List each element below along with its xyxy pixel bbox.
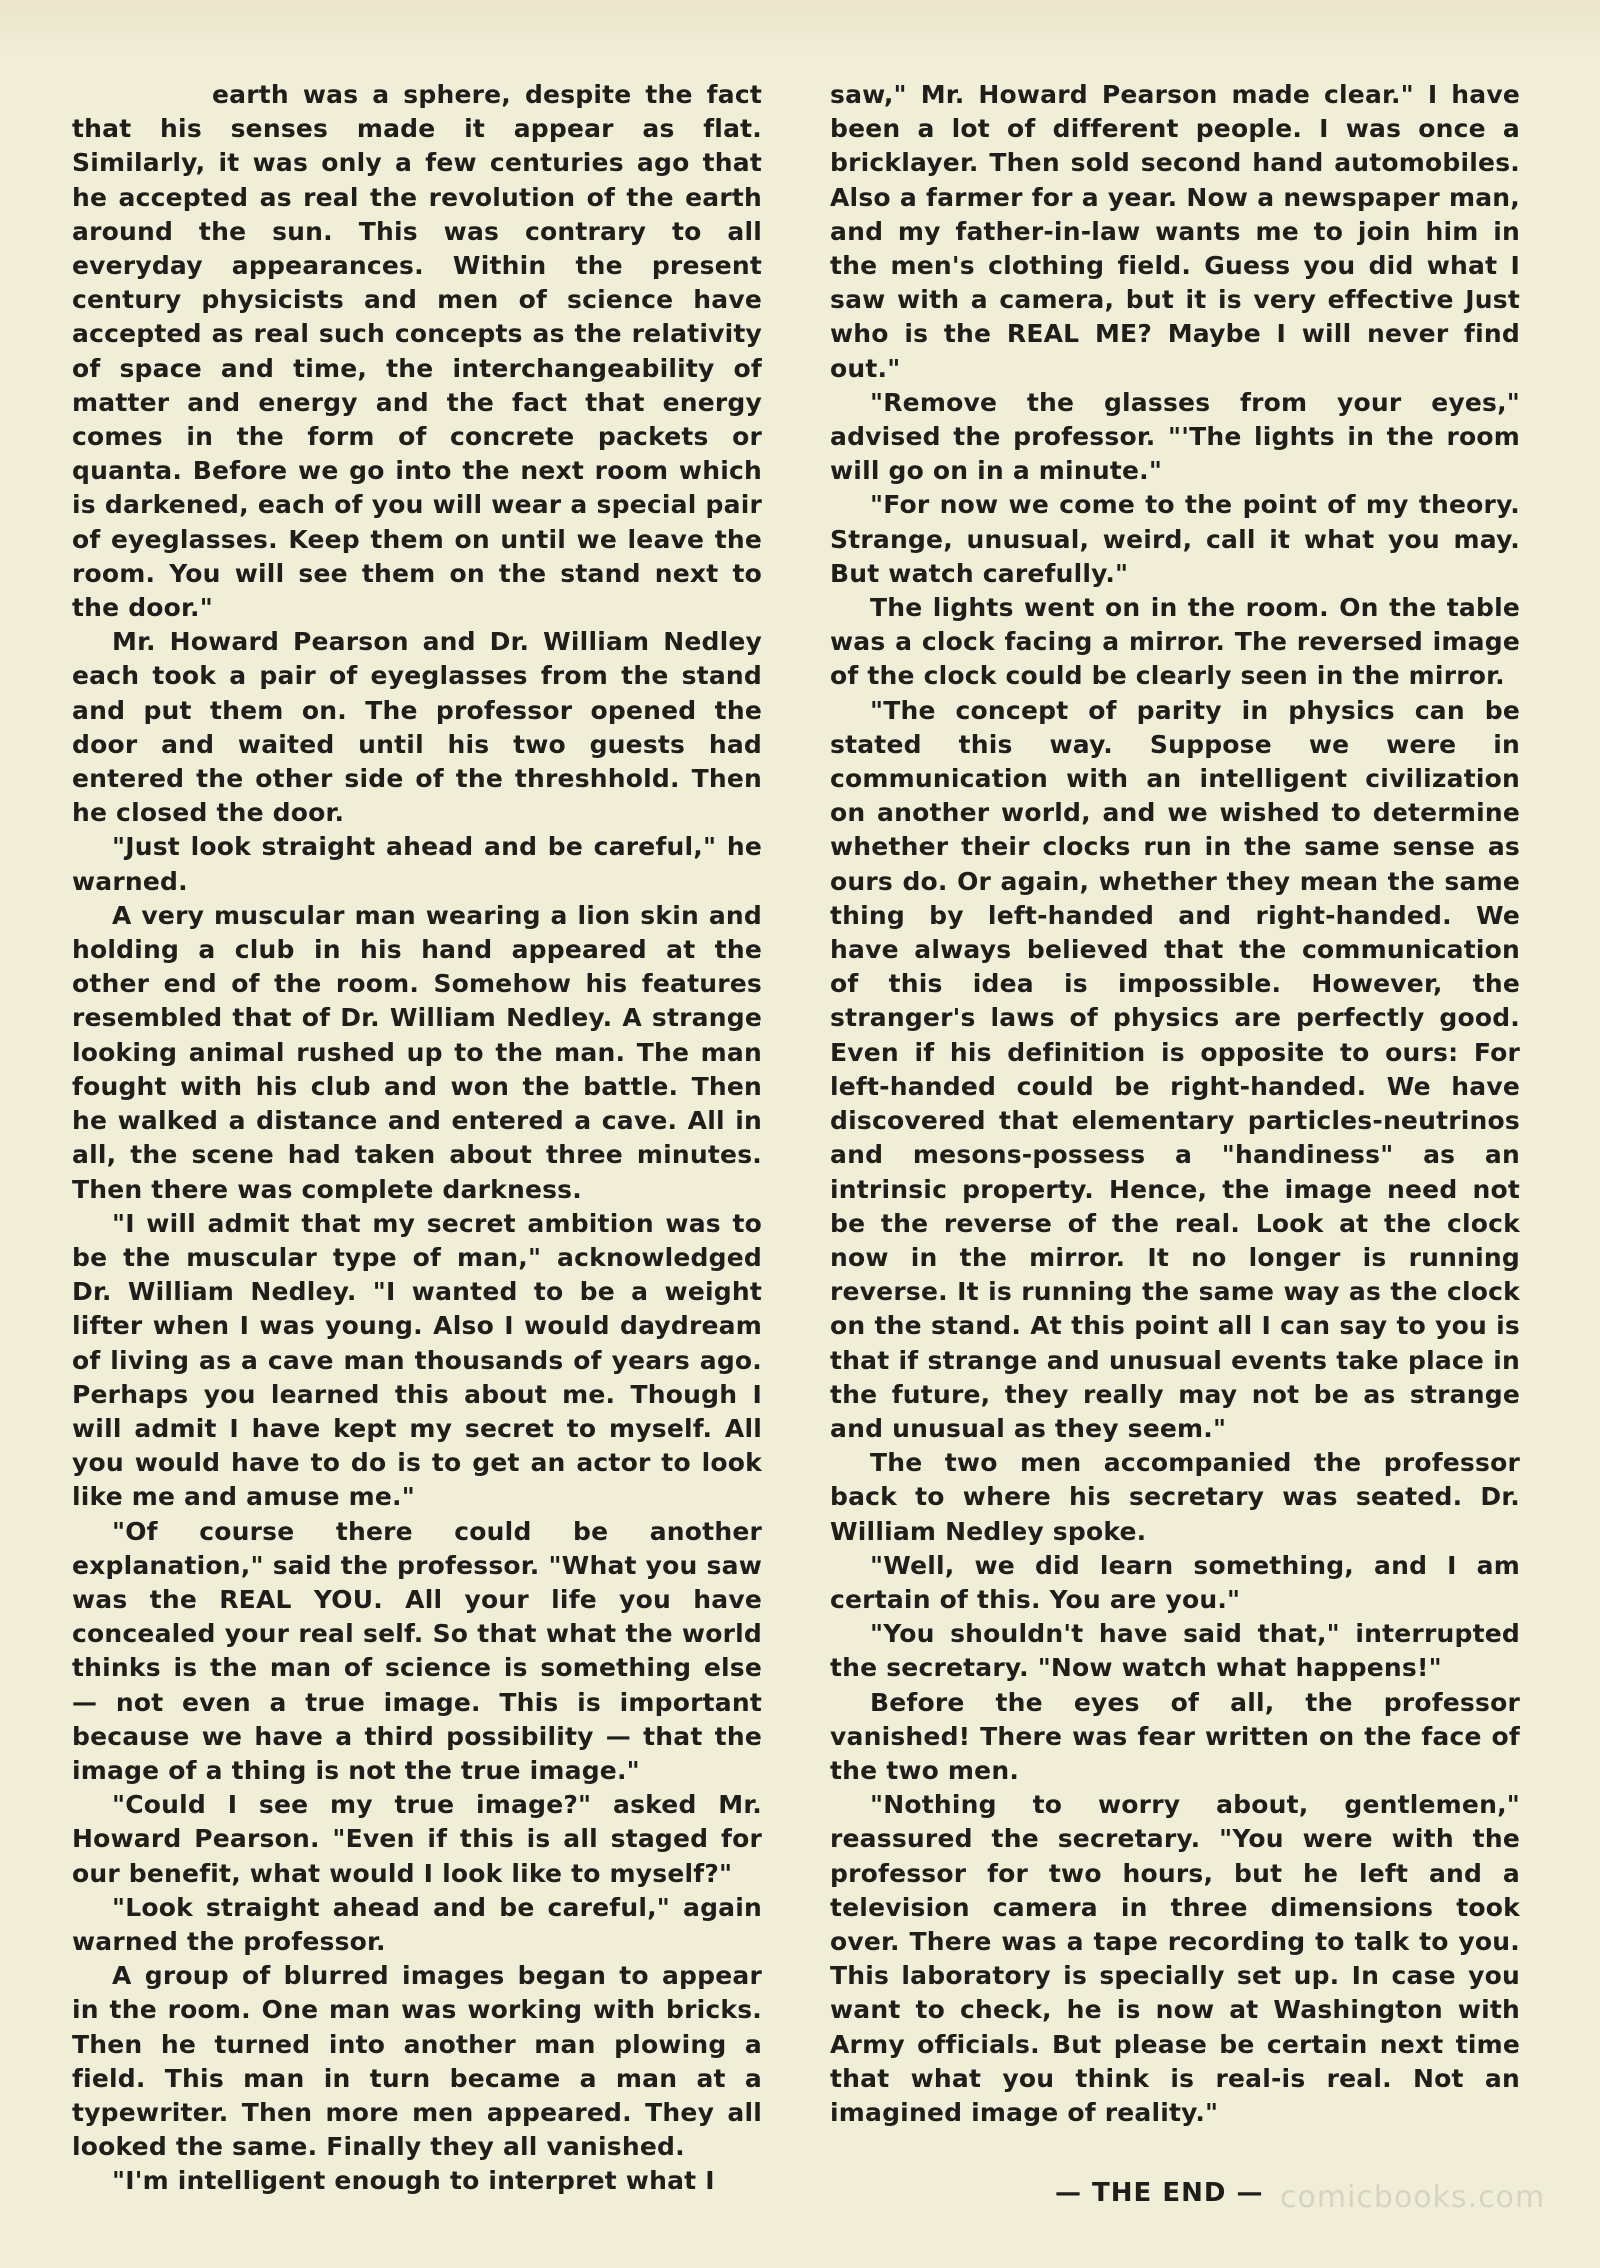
paragraph: A group of blurred images began to appear in the room. One man was working with bricks. Then he turned into another man plowing a field. This man in turn became a man at a typewriter. Then more men appeared. They all looked the same. Finally they all vanished.: [72, 1961, 762, 2162]
paragraph: The lights went on in the room. On the table was a clock facing a mirror. The reversed image of the clock could be clearly seen in the mirror.: [830, 593, 1520, 691]
paragraph: "Remove the glasses from your eyes," advised the professor. "'The lights in the room will go on in a minute.": [830, 387, 1520, 486]
left-text-column: [72, 78, 762, 2198]
paragraph: "Look straight ahead and be careful," again warned the professor.: [72, 1892, 762, 1956]
paragraph: "Well, we did learn something, and I am certain of this. You are you.": [830, 1550, 1520, 1614]
right-text-column: [830, 78, 1520, 2198]
paragraph: Mr. Howard Pearson and Dr. William Nedley each took a pair of eyeglasses from the stand and put them on. The professor opened the door and waited until his two guests had entered the other side of the threshhold. Then he closed the door.: [72, 627, 762, 828]
paragraph: "Nothing to worry about, gentlemen," reassured the secretary. "You were with the professor for two hours, but he left and a television camera in three dimensions took over. There was a tape recording to talk to you. This laboratory is specially set up. In case you want to check, he is now at Washington with Army officials. But please be certain next time that what you think is real-is real. Not an imagined image of reality.": [830, 1790, 1520, 2127]
paragraph: "Could I see my true image?" asked Mr. Howard Pearson. "Even if this is all staged for our benefit, what would I look like to myself?": [72, 1790, 762, 1888]
the-end-label: — THE END —: [1055, 2178, 1264, 2208]
paragraph: A very muscular man wearing a lion skin and holding a club in his hand appeared at the other end of the room. Somehow his features resembled that of Dr. William Nedley. A strange looking animal rushed up to the man. The man fought with his club and won the battle. Then he walked a distance and entered a cave. All in all, the scene had taken about three minutes. Then there was complete darkness.: [72, 900, 762, 1204]
paragraph: "I'm intelligent enough to interpret what I: [112, 2166, 715, 2196]
paragraph: The two men accompanied the professor back to where his secretary was seated. Dr. William Nedley spoke.: [830, 1448, 1520, 1546]
page-top-band: [0, 0, 1600, 60]
watermark: comicbooks.com: [1280, 2180, 1546, 2215]
paragraph: saw," Mr. Howard Pearson made clear." I have been a lot of different people. I was once a bricklayer. Then sold second hand automobiles. Also a farmer for a year. Now a newspaper man, and my father-in-law wants me to join him in the men's clothing field. Guess you did what I saw with a camera, but it is very effective Just who is the REAL ME? Maybe I will never find out.": [830, 80, 1520, 383]
paragraph: "Just look straight ahead and be careful," he warned.: [72, 832, 762, 896]
paragraph: "For now we come to the point of my theory. Strange, unusual, weird, call it what you may. But watch carefully.": [830, 490, 1520, 588]
paragraph: earth was a sphere, despite the fact that his senses made it appear as flat. Similarly, it was only a few centuries ago that he accepted as real the revolution of the earth around the sun. This was contrary to all everyday appearances. Within the present century physicists and men of science have accepted as real such concepts as the relativity of space and time, the interchangeability of matter and energy and the fact that energy comes in the form of concrete packets or quanta. Before we go into the next room which is darkened, each of you will wear a special pair of eyeglasses. Keep them on until we leave the room. You will see them on the stand next to the door.": [72, 80, 762, 623]
paragraph: Before the eyes of all, the professor vanished! There was fear written on the face of the two men.: [830, 1687, 1520, 1785]
paragraph: "The concept of parity in physics can be stated this way. Suppose we were in communication with an intelligent civilization on another world, and we wished to determine whether their clocks run in the same sense as ours do. Or again, whether they mean the same thing by left-handed and right-handed. We have always believed that the communication of this idea is impossible. However, the stranger's laws of physics are perfectly good. Even if his definition is opposite to ours: For left-handed could be right-handed. We have discovered that elementary particles-neutrinos and mesons-possess a "handiness" as an intrinsic property. Hence, the image need not be the reverse of the real. Look at the clock now in the mirror. It no longer is running reverse. It is running the same way as the clock on the stand. At this point all I can say to you is that if strange and unusual events take place in the future, they really may not be as strange and unusual as they seem.": [830, 695, 1520, 1443]
paragraph: "I will admit that my secret ambition was to be the muscular type of man," acknowledged Dr. William Nedley. "I wanted to be a weight lifter when I was young. Also I would daydream of living as a cave man thousands of years ago. Perhaps you learned this about me. Though I will admit I have kept my secret to myself. All you would have to do is to get an actor to look like me and amuse me.": [72, 1208, 762, 1512]
paragraph: "You shouldn't have said that," interrupted the secretary. "Now watch what happens!": [830, 1619, 1520, 1683]
paragraph: "Of course there could be another explanation," said the professor. "What you saw was the REAL YOU. All your life you have concealed your real self. So that what the world thinks is the man of science is something else — not even a true image. This is important because we have a third possibility — that the image of a thing is not the true image.": [72, 1516, 762, 1785]
